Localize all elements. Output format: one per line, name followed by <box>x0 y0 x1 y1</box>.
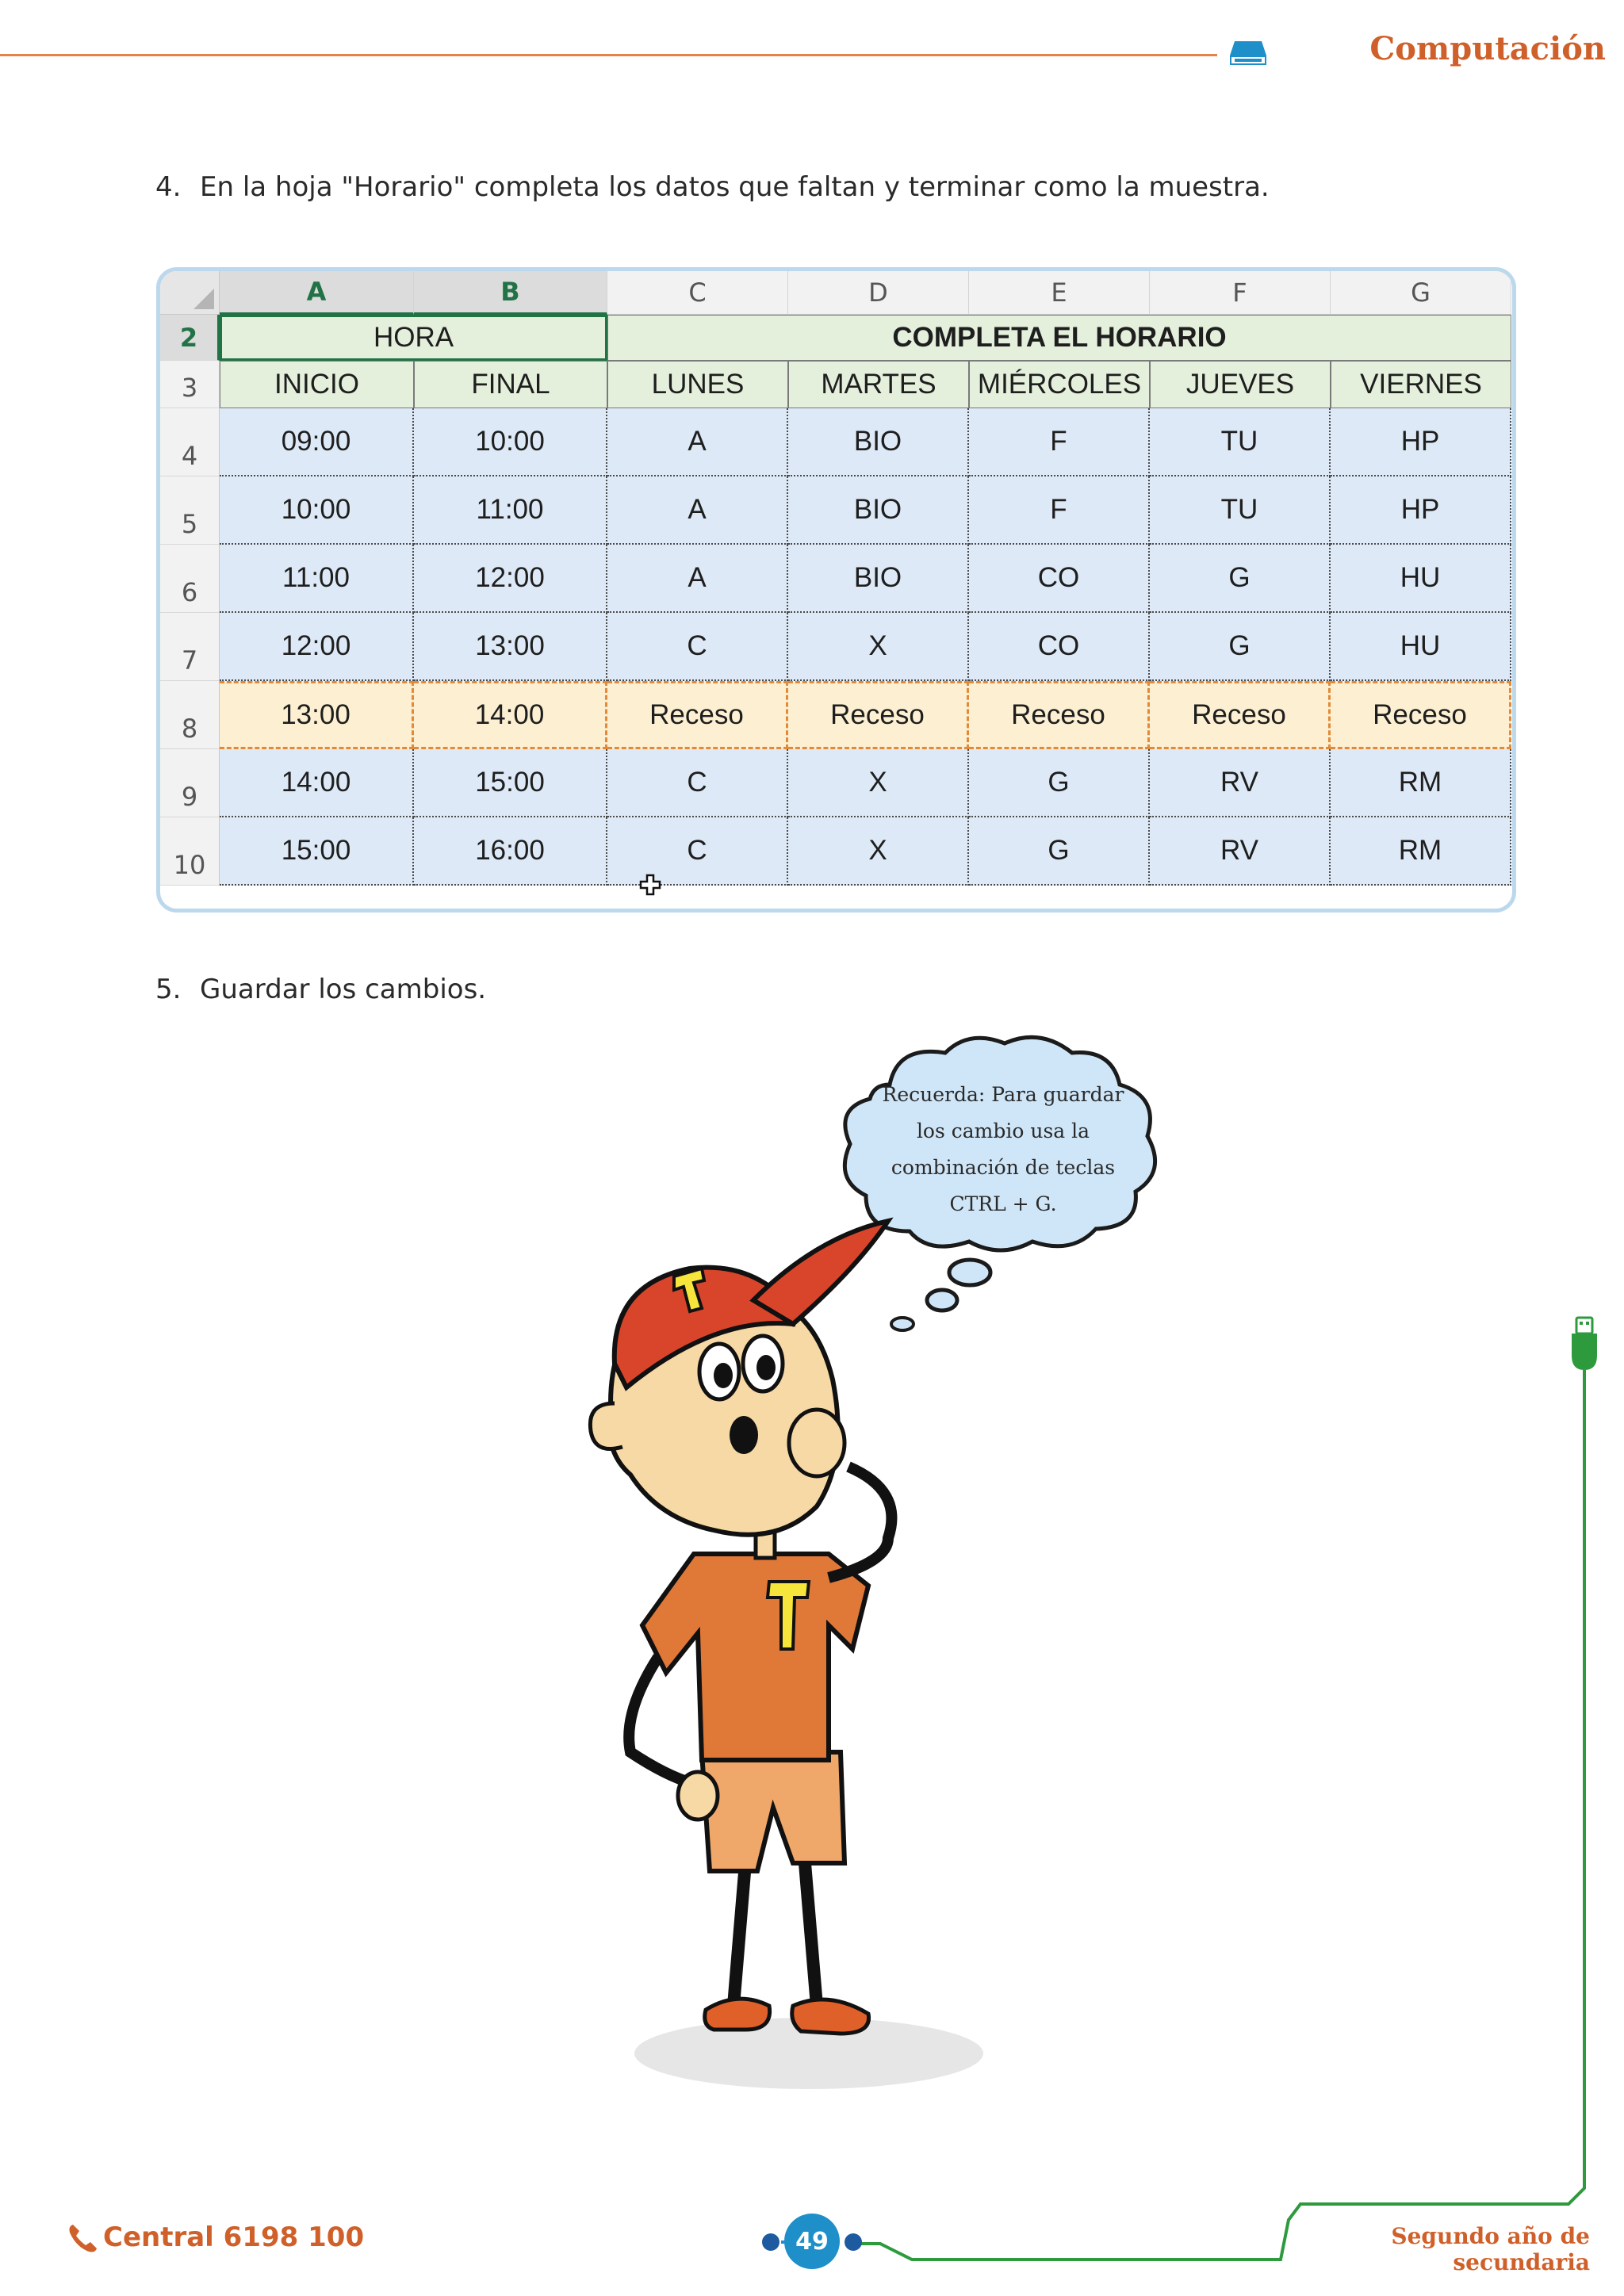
usb-icon <box>1567 1316 1602 1373</box>
schedule-cell[interactable]: HU <box>1331 613 1511 681</box>
schedule-cell[interactable]: 09:00 <box>220 408 414 476</box>
phone-icon <box>67 2221 100 2255</box>
schedule-cell[interactable]: F <box>969 476 1150 545</box>
instruction-5 <box>155 974 486 1005</box>
schedule-cell[interactable]: TU <box>1150 408 1331 476</box>
schedule-cell[interactable]: 11:00 <box>220 545 414 613</box>
merged-header-completa[interactable]: COMPLETA EL HORARIO <box>607 315 1511 361</box>
schedule-cell[interactable]: A <box>607 545 788 613</box>
thought-line: los cambio usa la <box>916 1119 1090 1142</box>
schedule-cell[interactable]: HP <box>1331 408 1511 476</box>
recess-cell[interactable]: 13:00 <box>220 681 414 749</box>
schedule-cell[interactable]: RM <box>1331 749 1511 817</box>
instruction-text: Guardar los cambios. <box>200 974 487 1005</box>
schedule-cell[interactable]: G <box>1150 545 1331 613</box>
recess-cell[interactable]: 14:00 <box>414 681 607 749</box>
schedule-cell[interactable]: 11:00 <box>414 476 607 545</box>
row-header-6[interactable]: 6 <box>160 545 220 613</box>
header-rule <box>0 54 1217 56</box>
schedule-cell[interactable]: BIO <box>788 545 969 613</box>
thought-line: combinación de teclas <box>891 1156 1116 1179</box>
instruction-number: 5. <box>155 974 182 1005</box>
select-all-triangle <box>193 289 214 309</box>
cell-cursor-icon <box>639 874 661 896</box>
column-header-F[interactable]: F <box>1150 271 1331 315</box>
schedule-cell[interactable]: X <box>788 817 969 886</box>
schedule-cell[interactable]: 10:00 <box>220 476 414 545</box>
column-header-B[interactable]: B <box>414 271 607 315</box>
schedule-cell[interactable]: 15:00 <box>220 817 414 886</box>
schedule-cell[interactable]: G <box>969 817 1150 886</box>
schedule-cell[interactable]: RM <box>1331 817 1511 886</box>
grade-label: Segundo año de secundaria <box>1391 2223 1590 2275</box>
schedule-cell[interactable]: F <box>969 408 1150 476</box>
recess-cell[interactable]: Receso <box>788 681 969 749</box>
row-header-5[interactable]: 5 <box>160 476 220 545</box>
schedule-cell[interactable]: 12:00 <box>414 545 607 613</box>
schedule-cell[interactable]: BIO <box>788 476 969 545</box>
recess-cell[interactable]: Receso <box>1150 681 1331 749</box>
schedule-cell[interactable]: G <box>1150 613 1331 681</box>
schedule-cell[interactable]: RV <box>1150 817 1331 886</box>
schedule-cell[interactable]: C <box>607 817 788 886</box>
thought-line: Recuerda: Para guardar <box>882 1083 1124 1106</box>
schedule-cell[interactable]: HU <box>1331 545 1511 613</box>
schedule-cell[interactable]: C <box>607 749 788 817</box>
column-subheader[interactable]: JUEVES <box>1150 361 1331 408</box>
column-subheader[interactable]: VIERNES <box>1331 361 1511 408</box>
spreadsheet-screenshot <box>156 267 1516 913</box>
central-phone: Central 6198 100 <box>103 2221 365 2253</box>
schedule-cell[interactable]: RV <box>1150 749 1331 817</box>
schedule-cell[interactable]: 15:00 <box>414 749 607 817</box>
schedule-cell[interactable]: 13:00 <box>414 613 607 681</box>
schedule-cell[interactable]: X <box>788 613 969 681</box>
schedule-cell[interactable]: HP <box>1331 476 1511 545</box>
column-subheader[interactable]: MARTES <box>788 361 969 408</box>
column-subheader[interactable]: INICIO <box>220 361 414 408</box>
schedule-cell[interactable]: A <box>607 476 788 545</box>
hard-drive-icon <box>1228 38 1268 68</box>
thought-bubble-text <box>872 1077 1134 1223</box>
recess-cell[interactable]: Receso <box>607 681 788 749</box>
row-header-9[interactable]: 9 <box>160 749 220 817</box>
column-header-A[interactable]: A <box>220 271 414 315</box>
recess-cell[interactable]: Receso <box>969 681 1150 749</box>
schedule-cell[interactable]: CO <box>969 545 1150 613</box>
column-header-D[interactable]: D <box>788 271 969 315</box>
instruction-4 <box>155 171 1270 203</box>
thinking-character-illustration <box>555 1205 1071 2101</box>
schedule-cell[interactable]: CO <box>969 613 1150 681</box>
instruction-number: 4. <box>155 171 182 203</box>
schedule-cell[interactable]: TU <box>1150 476 1331 545</box>
schedule-cell[interactable]: 12:00 <box>220 613 414 681</box>
recess-cell[interactable]: Receso <box>1331 681 1511 749</box>
column-header-E[interactable]: E <box>969 271 1150 315</box>
thought-line: CTRL + G. <box>949 1192 1057 1215</box>
schedule-cell[interactable]: C <box>607 613 788 681</box>
row-header-10[interactable]: 10 <box>160 817 220 886</box>
schedule-cell[interactable]: 14:00 <box>220 749 414 817</box>
schedule-cell[interactable]: BIO <box>788 408 969 476</box>
schedule-cell[interactable]: 16:00 <box>414 817 607 886</box>
select-all-corner[interactable] <box>160 271 220 315</box>
column-subheader[interactable]: LUNES <box>607 361 788 408</box>
page-number: 49 <box>784 2214 840 2269</box>
instruction-text: En la hoja "Horario" completa los datos que faltan y terminar como la muestra. <box>200 171 1270 203</box>
schedule-cell[interactable]: A <box>607 408 788 476</box>
column-subheader[interactable]: FINAL <box>414 361 607 408</box>
subject-title: Computación <box>1369 30 1606 67</box>
row-header-8[interactable]: 8 <box>160 681 220 749</box>
schedule-cell[interactable]: X <box>788 749 969 817</box>
schedule-cell[interactable]: 10:00 <box>414 408 607 476</box>
row-header-2[interactable]: 2 <box>160 315 220 361</box>
column-subheader[interactable]: MIÉRCOLES <box>969 361 1150 408</box>
column-header-G[interactable]: G <box>1331 271 1511 315</box>
row-header-3[interactable]: 3 <box>160 361 220 408</box>
row-header-7[interactable]: 7 <box>160 613 220 681</box>
merged-header-hora[interactable]: HORA <box>220 315 607 361</box>
row-header-4[interactable]: 4 <box>160 408 220 476</box>
schedule-cell[interactable]: G <box>969 749 1150 817</box>
column-header-C[interactable]: C <box>607 271 788 315</box>
